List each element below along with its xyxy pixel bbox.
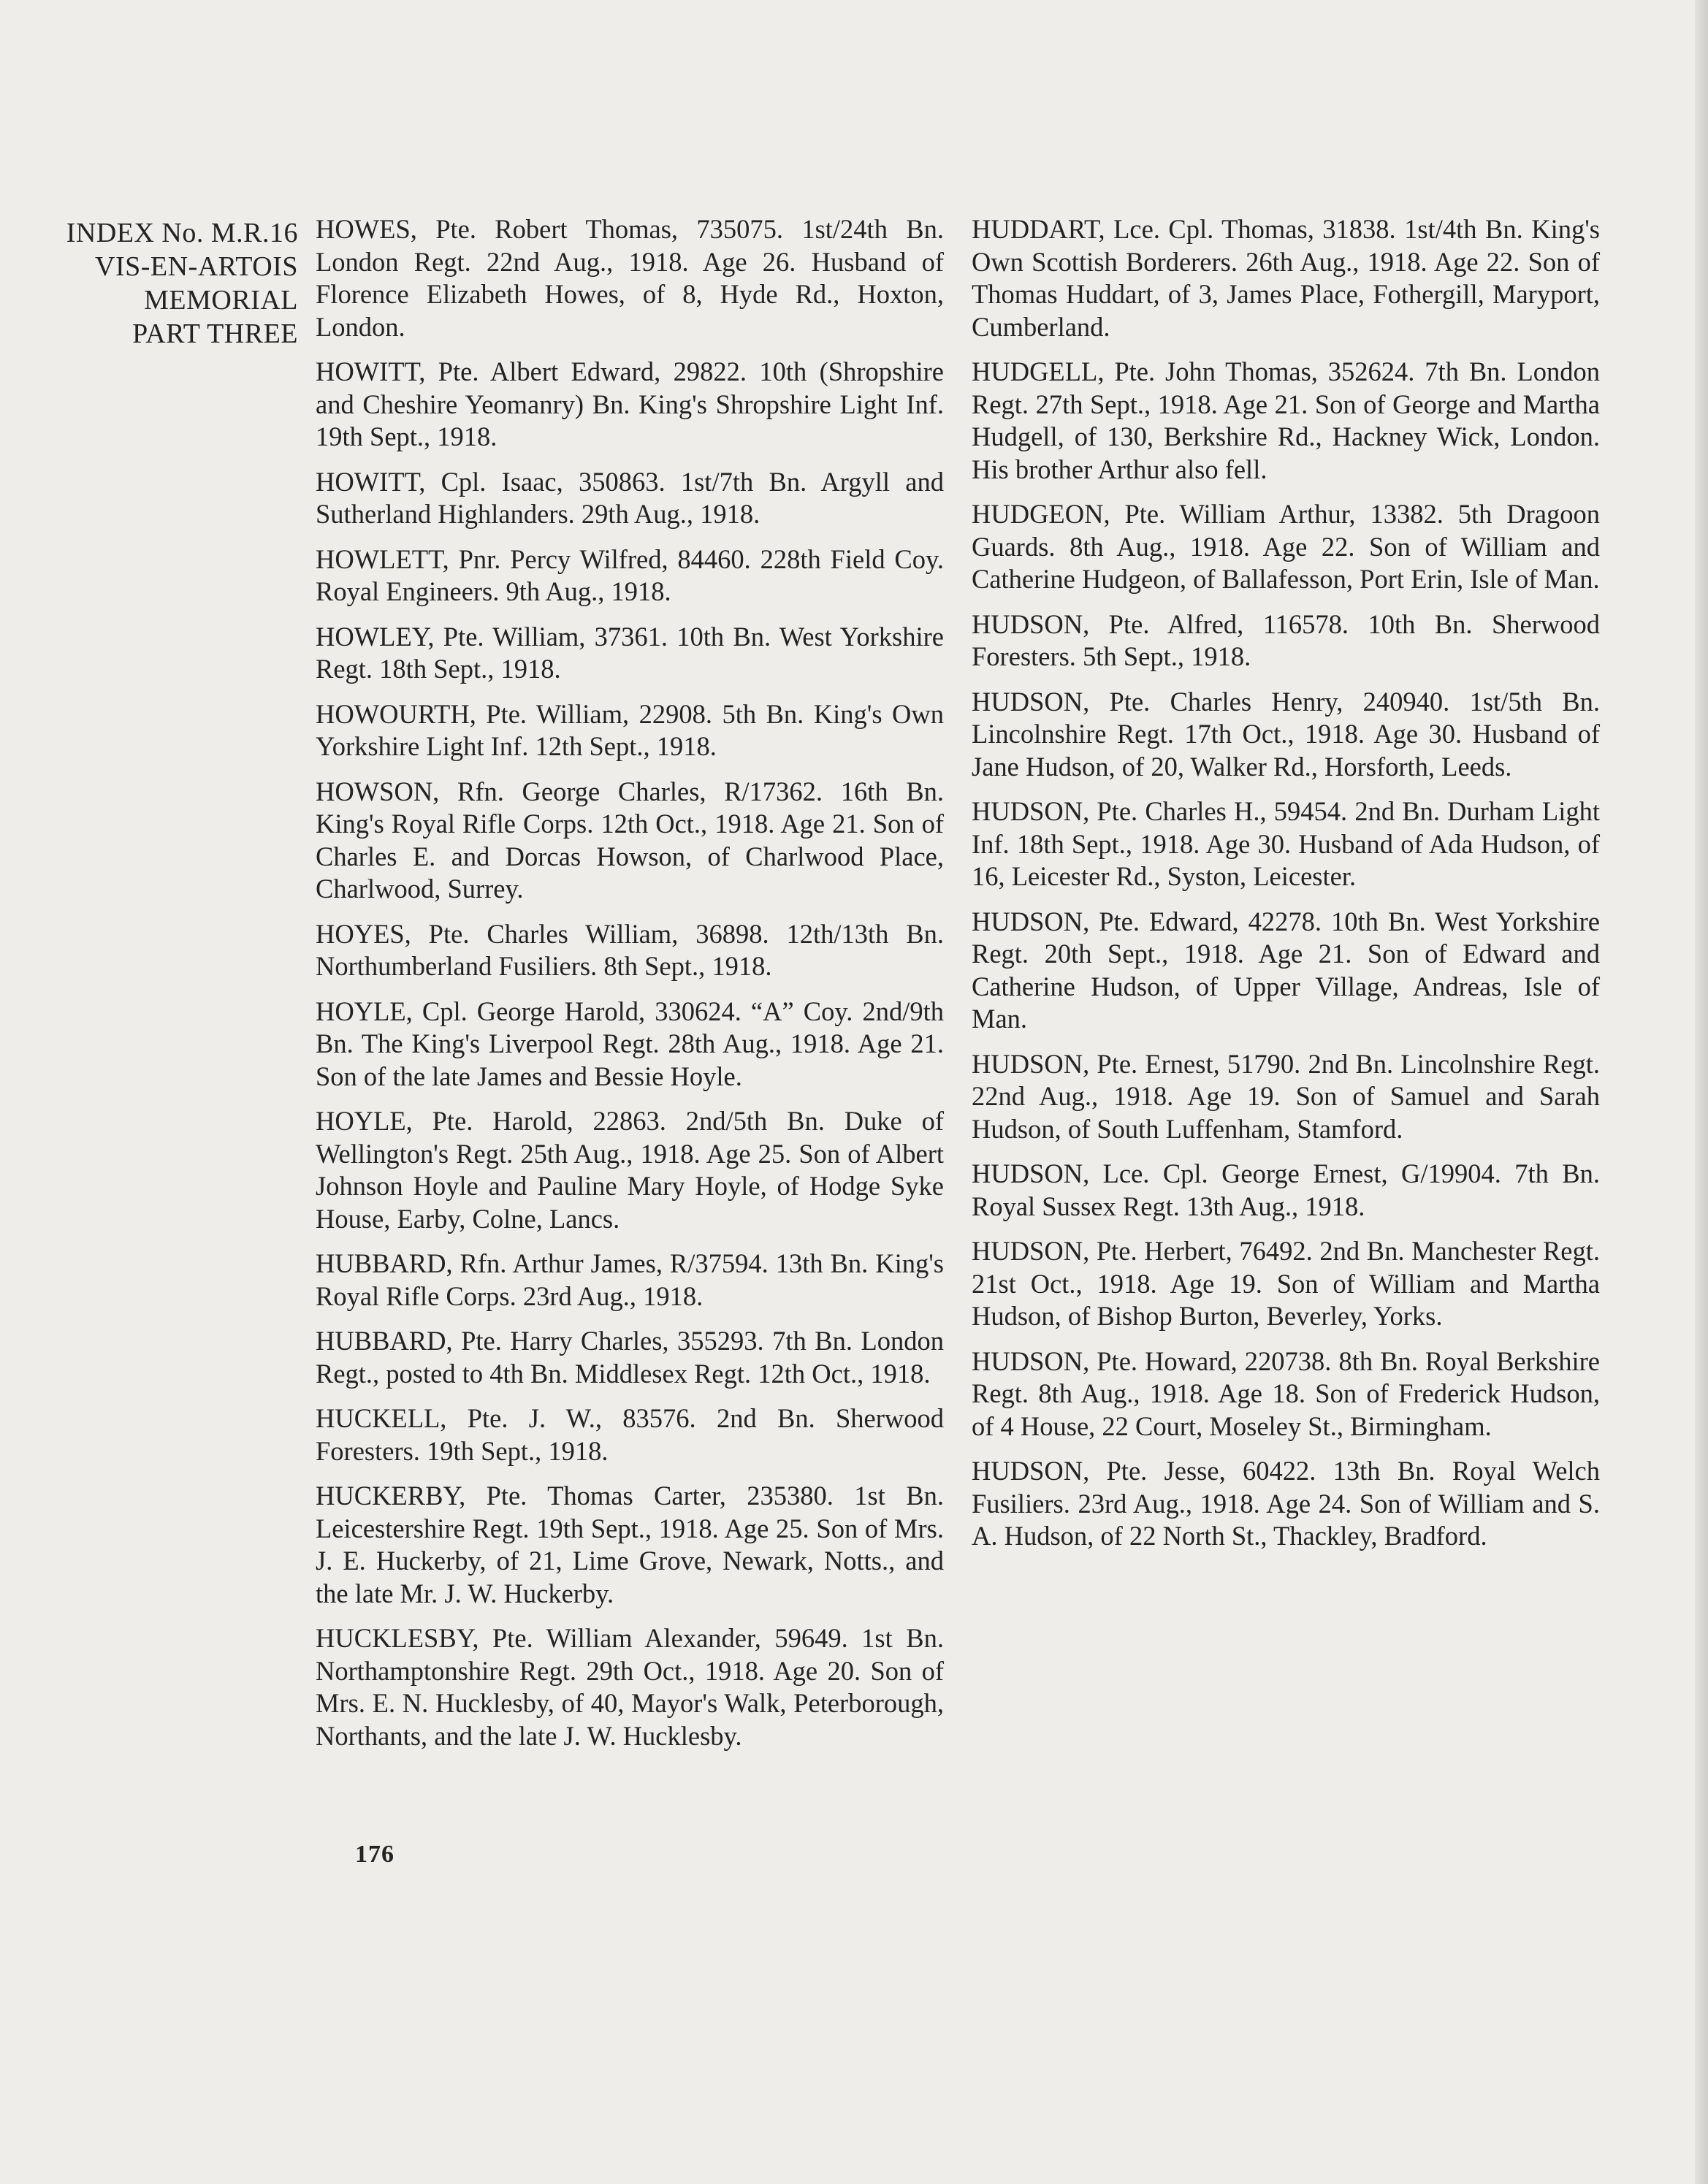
entry: HUCKERBY, Pte. Thomas Carter, 235380. 1st Bn. Leicestershire Regt. 19th Sept., 1918. Age 25. Son of Mrs. J. E. Huckerby, of 21, Lime Grove, Newark, Notts., and the late Mr. J. W. Huckerby. [316, 1481, 944, 1608]
index-number: INDEX No. M.R.16 [66, 218, 298, 248]
right-column [972, 213, 1600, 1565]
entry: HUDSON, Lce. Cpl. George Ernest, G/19904. 7th Bn. Royal Sussex Regt. 13th Aug., 1918. [972, 1158, 1600, 1221]
page-number: 176 [355, 1841, 394, 1868]
entry: HOWITT, Cpl. Isaac, 350863. 1st/7th Bn. Argyll and Sutherland Highlanders. 29th Aug., 1918. [316, 466, 944, 529]
entry: HOWES, Pte. Robert Thomas, 735075. 1st/24th Bn. London Regt. 22nd Aug., 1918. Age 26. Husband of Florence Elizabeth Howes, of 8, Hyde Rd., Hoxton, London. [316, 214, 944, 342]
entry: HUDSON, Pte. Edward, 42278. 10th Bn. West Yorkshire Regt. 20th Sept., 1918. Age 21. Son of Edward and Catherine Hudson, of Upper Village, Andreas, Isle of Man. [972, 906, 1600, 1034]
entry: HUDSON, Pte. Ernest, 51790. 2nd Bn. Lincolnshire Regt. 22nd Aug., 1918. Age 19. Son of Samuel and Sarah Hudson, of South Luffenham, Stamford. [972, 1048, 1600, 1144]
entry: HOWSON, Rfn. George Charles, R/17362. 16th Bn. King's Royal Rifle Corps. 12th Oct., 1918. Age 21. Son of Charles E. and Dorcas Howson, of Charlwood Place, Charlwood, Surrey. [316, 776, 944, 904]
entry: HUDSON, Pte. Alfred, 116578. 10th Bn. Sherwood Foresters. 5th Sept., 1918. [972, 608, 1600, 671]
entry: HOWITT, Pte. Albert Edward, 29822. 10th (Shropshire and Cheshire Yeomanry) Bn. King's Shropshire Light Inf. 19th Sept., 1918. [316, 356, 944, 451]
part-label: PART THREE [132, 318, 298, 349]
entry: HOYLE, Cpl. George Harold, 330624. “A” Coy. 2nd/9th Bn. The King's Liverpool Regt. 28th Aug., 1918. Age 21. Son of the late James and Bessie Hoyle. [316, 996, 944, 1091]
entry: HUDSON, Pte. Herbert, 76492. 2nd Bn. Manchester Regt. 21st Oct., 1918. Age 19. Son of William and Martha Hudson, of Bishop Burton, Beverley, Yorks. [972, 1236, 1600, 1331]
index-heading [15, 216, 298, 351]
entry: HUCKELL, Pte. J. W., 83576. 2nd Bn. Sherwood Foresters. 19th Sept., 1918. [316, 1403, 944, 1466]
entry: HUCKLESBY, Pte. William Alexander, 59649. 1st Bn. Northamptonshire Regt. 29th Oct., 1918. Age 20. Son of Mrs. E. N. Hucklesby, of 40, Mayor's Walk, Peterborough, Northants, and the late J. W. Hucklesby. [316, 1623, 944, 1751]
page-edge-shadow [1695, 0, 1708, 2184]
memorial-label: MEMORIAL [144, 285, 298, 316]
entry: HUDSON, Pte. Charles Henry, 240940. 1st/5th Bn. Lincolnshire Regt. 17th Oct., 1918. Age 30. Husband of Jane Hudson, of 20, Walker Rd., Horsforth, Leeds. [972, 686, 1600, 782]
entry: HOWLEY, Pte. William, 37361. 10th Bn. West Yorkshire Regt. 18th Sept., 1918. [316, 621, 944, 684]
entry: HUDGELL, Pte. John Thomas, 352624. 7th Bn. London Regt. 27th Sept., 1918. Age 21. Son of George and Martha Hudgell, of 130, Berkshire Rd., Hackney Wick, London. His brother Arthur also fell. [972, 356, 1600, 484]
left-column [316, 213, 944, 1765]
entry: HUDGEON, Pte. William Arthur, 13382. 5th Dragoon Guards. 8th Aug., 1918. Age 22. Son of William and Catherine Hudgeon, of Ballafesson, Port Erin, Isle of Man. [972, 499, 1600, 594]
entry: HUBBARD, Pte. Harry Charles, 355293. 7th Bn. London Regt., posted to 4th Bn. Middlesex Regt. 12th Oct., 1918. [316, 1326, 944, 1389]
entry: HUDSON, Pte. Charles H., 59454. 2nd Bn. Durham Light Inf. 18th Sept., 1918. Age 30. Husband of Ada Hudson, of 16, Leicester Rd., Syston, Leicester. [972, 796, 1600, 891]
entry: HOWLETT, Pnr. Percy Wilfred, 84460. 228th Field Coy. Royal Engineers. 9th Aug., 1918. [316, 543, 944, 606]
entry: HOWOURTH, Pte. William, 22908. 5th Bn. King's Own Yorkshire Light Inf. 12th Sept., 1918. [316, 698, 944, 761]
entry: HOYES, Pte. Charles William, 36898. 12th/13th Bn. Northumberland Fusiliers. 8th Sept., 1918. [316, 918, 944, 981]
entry: HUDSON, Pte. Jesse, 60422. 13th Bn. Royal Welch Fusiliers. 23rd Aug., 1918. Age 24. Son of William and S. A. Hudson, of 22 North St., Thackley, Bradford. [972, 1456, 1600, 1551]
entry: HUDSON, Pte. Howard, 220738. 8th Bn. Royal Berkshire Regt. 8th Aug., 1918. Age 18. Son of Frederick Hudson, of 4 House, 22 Court, Moseley St., Birmingham. [972, 1345, 1600, 1441]
entry: HUBBARD, Rfn. Arthur James, R/37594. 13th Bn. King's Royal Rifle Corps. 23rd Aug., 1918. [316, 1248, 944, 1311]
entry: HOYLE, Pte. Harold, 22863. 2nd/5th Bn. Duke of Wellington's Regt. 25th Aug., 1918. Age 25. Son of Albert Johnson Hoyle and Pauline Mary Hoyle, of Hodge Syke House, Earby, Colne, Lancs. [316, 1106, 944, 1234]
entry: HUDDART, Lce. Cpl. Thomas, 31838. 1st/4th Bn. King's Own Scottish Borderers. 26th Aug., 1918. Age 22. Son of Thomas Huddart, of 3, James Place, Fothergill, Maryport, Cumberland. [972, 214, 1600, 342]
memorial-location: VIS-EN-ARTOIS [95, 251, 298, 282]
